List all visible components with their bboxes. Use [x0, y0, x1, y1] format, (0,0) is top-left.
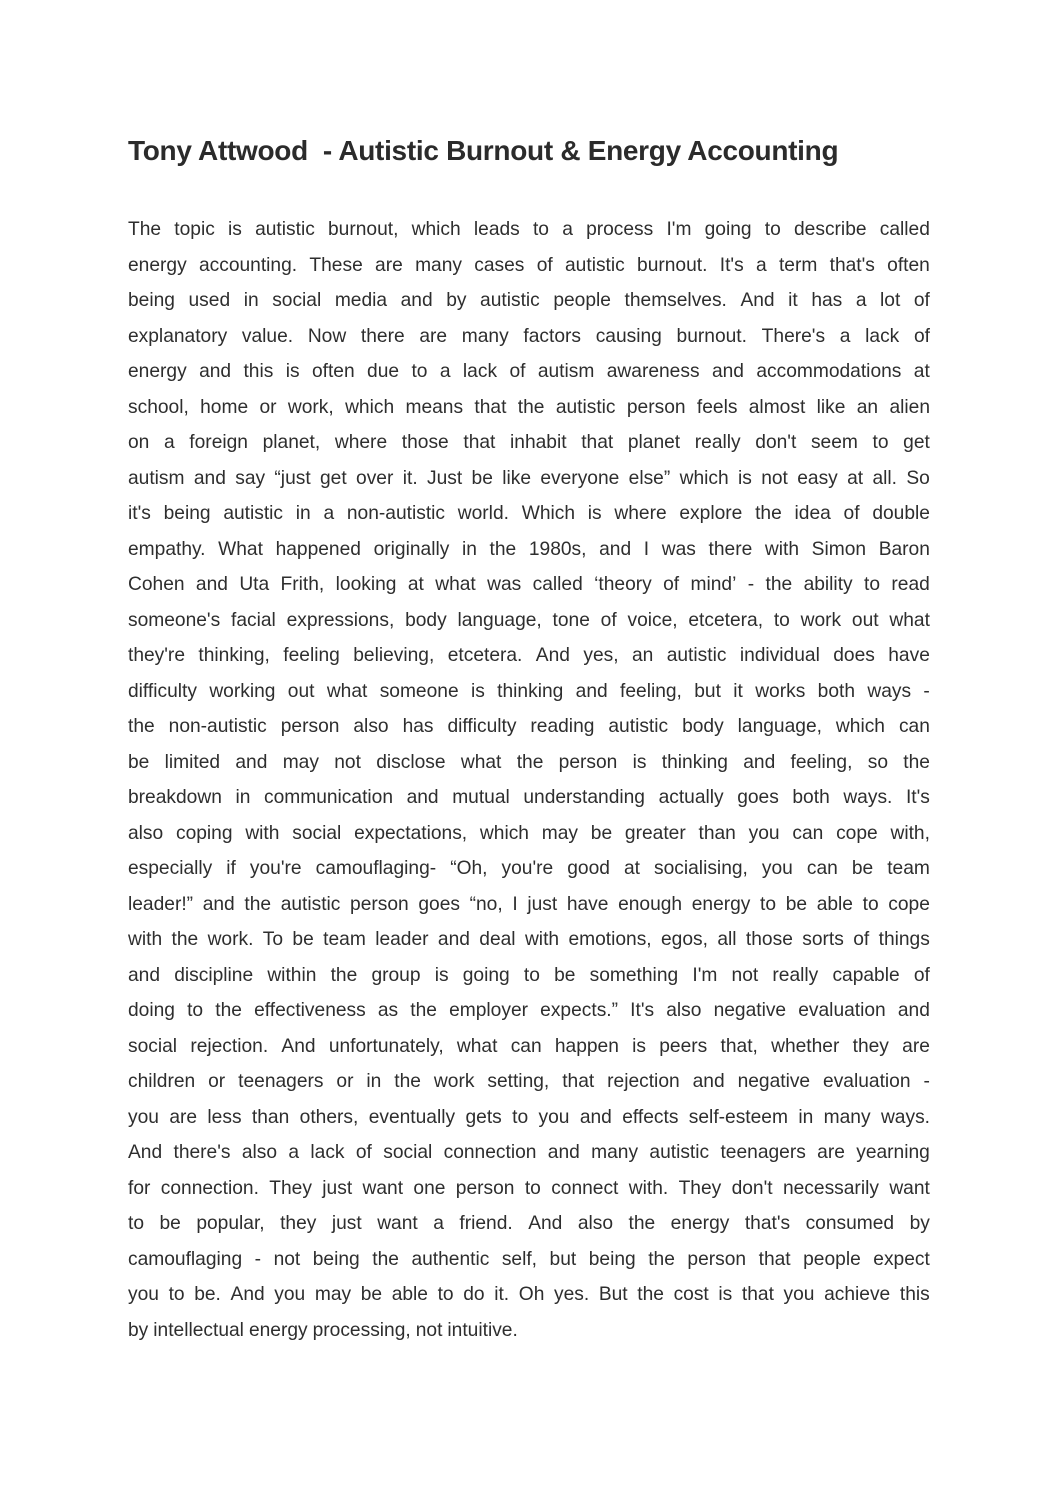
body-line: empathy. What happened originally in the 1980s, and I was there with Simon Baron — [128, 538, 930, 560]
body-line: And there's also a lack of social connection and many autistic teenagers are yearning — [128, 1142, 930, 1163]
body-line: be limited and may not disclose what the person is thinking and feeling, so the — [128, 751, 930, 773]
body-line: children or teenagers or in the work setting, that rejection and negative evaluation - — [128, 1071, 930, 1092]
body-line: also coping with social expectations, which may be greater than you can cope with, — [128, 822, 930, 844]
body-line: someone's facial expressions, body language, tone of voice, etcetera, to work out what — [128, 609, 930, 631]
body-line: it's being autistic in a non-autistic world. Which is where explore the idea of double — [128, 503, 930, 524]
document-body — [128, 212, 930, 1348]
body-line: and discipline within the group is going to be something I'm not really capable of — [128, 964, 930, 986]
body-line: explanatory value. Now there are many factors causing burnout. There's a lack of — [128, 325, 930, 347]
body-line: with the work. To be team leader and deal with emotions, egos, all those sorts of things — [128, 929, 930, 950]
body-line: school, home or work, which means that the autistic person feels almost like an alien — [128, 396, 930, 418]
body-line: on a foreign planet, where those that inhabit that planet really don't seem to get — [128, 432, 930, 453]
body-line: difficulty working out what someone is thinking and feeling, but it works both ways - — [128, 680, 930, 702]
body-line: energy accounting. These are many cases of autistic burnout. It's a term that's often — [128, 254, 930, 276]
body-line: the non-autistic person also has difficulty reading autistic body language, which can — [128, 716, 930, 737]
body-line: doing to the effectiveness as the employer expects.” It's also negative evaluation and — [128, 1000, 930, 1021]
body-line: camouflaging - not being the authentic self, but being the person that people expect — [128, 1248, 930, 1270]
body-line: especially if you're camouflaging- “Oh, you're good at socialising, you can be team — [128, 858, 930, 879]
body-line: The topic is autistic burnout, which leads to a process I'm going to describe called — [128, 219, 930, 240]
body-line: they're thinking, feeling believing, etcetera. And yes, an autistic individual does have — [128, 645, 930, 666]
body-line: you are less than others, eventually gets to you and effects self-esteem in many ways. — [128, 1106, 930, 1128]
body-line: to be popular, they just want a friend. And also the energy that's consumed by — [128, 1213, 930, 1234]
body-line: autism and say “just get over it. Just be like everyone else” which is not easy at all. So — [128, 467, 930, 489]
body-line: by intellectual energy processing, not intuitive. — [128, 1319, 518, 1341]
body-line: breakdown in communication and mutual understanding actually goes both ways. It's — [128, 787, 930, 808]
body-line: energy and this is often due to a lack of autism awareness and accommodations at — [128, 361, 930, 382]
body-line: leader!” and the autistic person goes “no, I just have enough energy to be able to cope — [128, 893, 930, 915]
document-title: Tony Attwood - Autistic Burnout & Energy Accounting — [128, 135, 839, 166]
body-line: Cohen and Uta Frith, looking at what was called ‘theory of mind’ - the ability to read — [128, 574, 930, 595]
body-line: for connection. They just want one person to connect with. They don't necessarily want — [128, 1177, 930, 1199]
body-line: you to be. And you may be able to do it. Oh yes. But the cost is that you achieve this — [128, 1284, 930, 1305]
body-line: being used in social media and by autistic people themselves. And it has a lot of — [128, 290, 930, 311]
body-line: social rejection. And unfortunately, what can happen is peers that, whether they are — [128, 1035, 930, 1057]
